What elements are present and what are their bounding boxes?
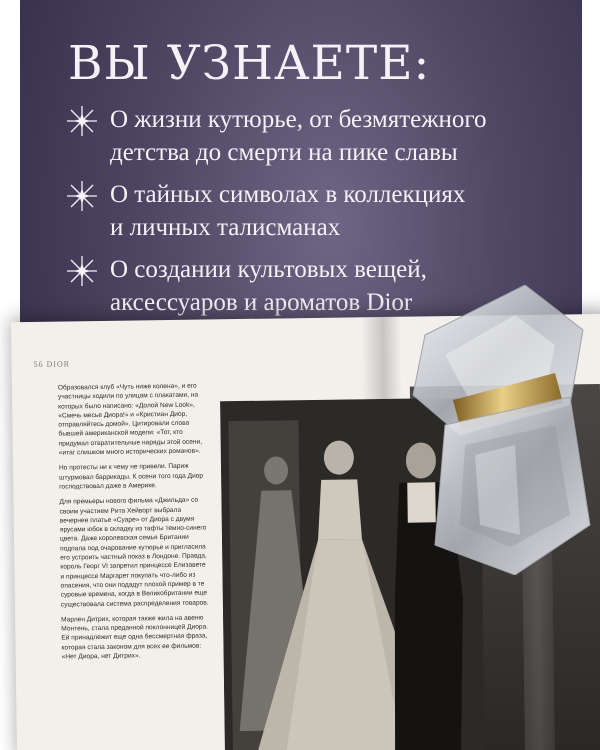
headline: ВЫ УЗНАЕТЕ:: [68, 36, 431, 91]
magazine-paragraph: Для премьеры нового фильма «Джильда» со своим участием Рита Хейворт выбрала вечернее платье «Суаре» от Диора с двумя ярусами юбок в складку из тафты темно-синего цвета. Даже королевская семья Британии подпала под очарование кутюрье и пригласила его устроить частный показ в Лондоне. Правда, король Георг VI запретил принцессе Елизавете и принцессе Маргарет покупать что-либо из опасения, что они подадут плохой пример в те суровые времена, когда в Великобритании еще существовала система распределения товаров.: [59, 496, 209, 609]
bullet-item: [66, 103, 586, 169]
bullet-line-2: детства до смерти на пике славы: [110, 139, 458, 166]
sparkle-star-icon: [66, 255, 98, 287]
sparkle-star-icon: [66, 105, 98, 137]
magazine-paragraph: Но протесты ни к чему не привели. Париж штурмовал баррикады. К осени того года Диор господствовал даже в Америке.: [58, 463, 204, 491]
bullet-line-1: О создании культовых вещей,: [110, 256, 427, 283]
bullet-line-2: и личных талисманах: [110, 214, 341, 241]
magazine-paragraph: Марлен Дитрих, которая также жила на авеню Монтень, стала преданной поклонницей Диора. Ей принадлежит еще одна бессмертная фраза, которая стала законом для всех ее фильмов: «Нет Диора, нет Дитрих».: [61, 614, 209, 661]
bullet-line-1: О жизни кутюрье, от безмятежного: [110, 106, 487, 133]
sparkle-star-icon: [66, 180, 98, 212]
magazine-text-column: [58, 381, 212, 667]
bullet-line-2: аксессуаров и ароматов Dior: [110, 289, 413, 316]
bullet-item: [66, 178, 586, 244]
bullet-line-1: О тайных символах в коллекциях: [110, 181, 466, 208]
magazine-page-header: 56 DIOR: [33, 359, 71, 369]
magazine-paragraph: Образовался клуб «Чуть ниже колена», и его участницы ходили по улицам с плакатами, на которых было написано: «Долой New Look», «Смечь месье Диора!» и «Кристиан Диор, отправляйтесь домой». Цитировали слова бывшей американской модели: «Тот, кто придумал отвратительные наряды этой осени, «итаг слишком много исторических романов».: [57, 382, 203, 457]
perfume-bottle-image: [405, 285, 595, 575]
